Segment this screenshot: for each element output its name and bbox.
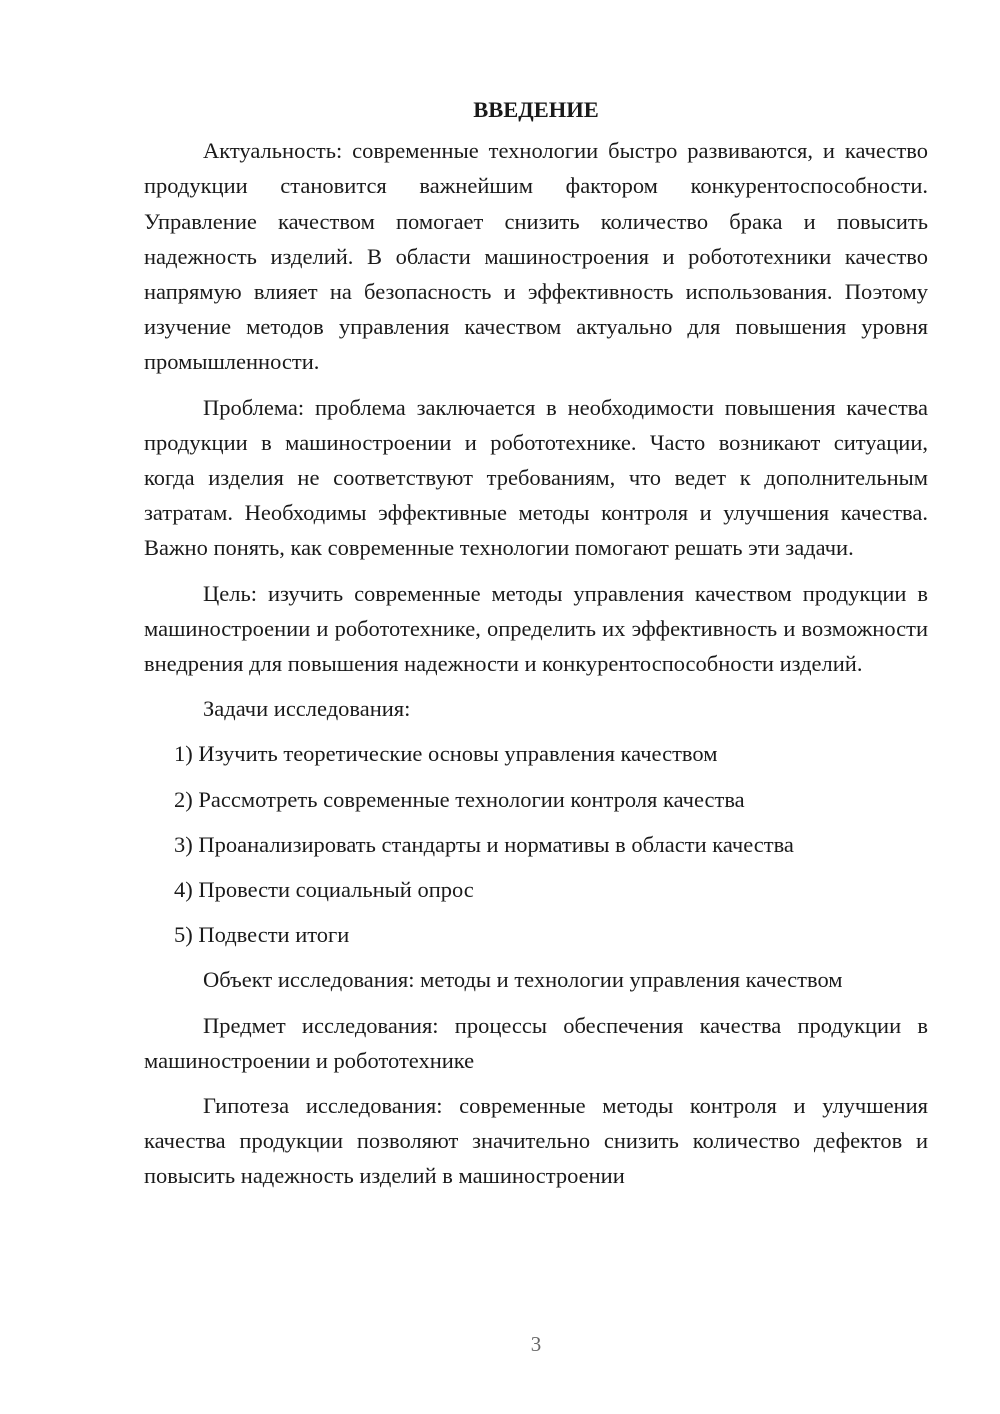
list-item: 4) Провести социальный опрос — [174, 877, 474, 903]
paragraph-subject: Предмет исследования: процессы обеспечения качества продукции в машиностроении и робототехнике — [144, 1012, 928, 1073]
tasks-heading: Задачи исследования: — [203, 696, 411, 722]
list-item: 3) Проанализировать стандарты и нормативы в области качества — [174, 831, 794, 857]
paragraph-hypothesis: Гипотеза исследования: современные методы контроля и улучшения качества продукции позволяют значительно снизить количество дефектов и повысить надежность изделий в машиностроении — [144, 1093, 928, 1189]
list-item: 5) Подвести итоги — [174, 922, 350, 948]
paragraph-relevance: Актуальность: современные технологии быстро развиваются, и качество продукции становится важнейшим фактором конкурентоспособности. Управление качеством помогает снизить количество брака и повысить надежность изделий. В области машиностроения и робототехники качество напрямую влияет на безопасность и эффективность использования. Поэтому изучение методов управления качеством актуально для повышения уровня промышленности. — [144, 138, 928, 375]
list-item: 1) Изучить теоретические основы управления качеством — [174, 741, 718, 767]
paragraph-problem: Проблема: проблема заключается в необходимости повышения качества продукции в машиностроении и робототехнике. Часто возникают ситуации, когда изделия не соответствуют требованиям, что ведет к дополнительным затратам. Необходимы эффективные методы контроля и улучшения качества. Важно понять, как современные технологии помогают решать эти задачи. — [144, 394, 928, 561]
paragraph-object: Объект исследования: методы и технологии управления качеством — [203, 967, 843, 993]
list-item: 2) Рассмотреть современные технологии контроля качества — [174, 786, 745, 812]
section-title: ВВЕДЕНИЕ — [473, 97, 599, 122]
document-page — [144, 92, 928, 1204]
page-number: 3 — [530, 1332, 542, 1356]
paragraph-goal: Цель: изучить современные методы управления качеством продукции в машиностроении и робототехнике, определить их эффективность и возможности внедрения для повышения надежности и конкурентоспособности изделий. — [144, 580, 928, 677]
tasks-list — [144, 736, 928, 952]
